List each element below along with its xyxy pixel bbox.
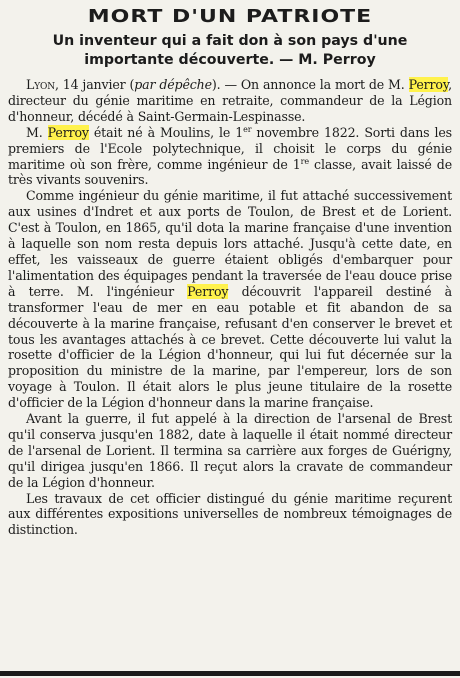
paragraph-3 [8,188,452,411]
bottom-rule [0,671,460,676]
headline: MORT D'UN PATRIOTE [87,6,373,27]
text-run: Les travaux de cet officier distingué du génie maritime reçurent aux différentes expositions universelles de nombreux témoignages de distinction. [8,490,452,538]
text-run: découvrit l'appareil destiné à transformer l'eau de mer en eau potable et fit abandon de sa découverte à la marine française, refusant d'en conserver le brevet et tous les avantages attachés à ce brevet. Cette découverte lui valut la rosette d'officier de la Légion d'honneur, qui lui fut décernée sur la proposition du ministre de la marine, par l'empereur, lors de son voyage à Toulon. Il était alors le plus jeune titulaire de la rosette d'officier de la Légion d'honneur dans la marine française. [8,283,452,411]
text-run: er [243,124,252,134]
dateline-place: Lyon [26,77,55,92]
subheadline: Un inventeur qui a fait don à son pays d'une importante découverte. — M. Perroy [52,33,408,68]
paragraph-4 [8,411,452,491]
text-run: ). — On annonce la mort de M. [211,77,409,92]
news-article [8,2,452,538]
text-run: classe, avait laissé de très vivants souvenirs. [8,156,453,188]
highlighted-name: Perroy [47,124,89,140]
text-run: était né à Moulins, le 1 [88,124,244,140]
paragraph-2 [8,125,452,189]
text-run: M. [26,124,48,140]
text-run: Comme ingénieur du génie maritime, il fut attaché successivement aux usines d'Indret et aux ports de Toulon, de Brest et de Lorient. C'est à Toulon, en 1865, qu'il dota la marine française d'une invention à laquelle son nom resta depuis lors attaché. Jusqu'à cette date, en effet, les vaisseaux de guerre étaient obligés d'embarquer pour l'alimentation des équipages pendant la traversée de l'eau douce prise à terre. M. l'ingénieur [8,188,452,299]
text-run: novembre 1822. Sorti dans les premiers de l'Ecole polytechnique, il choisit le corps du génie maritime où son frère, comme ingénieur de 1 [8,124,452,172]
text-run: par dépêche [134,77,212,92]
text-run: Avant la guerre, il fut appelé à la direction de l'arsenal de Brest qu'il conserva jusqu'en 1882, date à laquelle il était nommé directeur de l'arsenal de Lorient. Il termina sa carrière aux forges de Guérigny, qu'il dirigea jusqu'en 1866. Il reçut alors la cravate de commandeur de la Légion d'honneur. [8,411,452,490]
text-run: re [300,156,309,166]
paragraph-1 [8,77,452,125]
article-body [8,77,452,538]
highlighted-name: Perroy [187,283,229,299]
highlighted-name: Perroy [408,77,449,92]
paragraph-5 [8,491,452,539]
text-run: , 14 janvier ( [54,77,135,92]
text-run: , directeur du génie maritime en retraite, commandeur de la Légion d'honneur, décédé à Saint-Germain-Lespinasse. [8,77,452,124]
